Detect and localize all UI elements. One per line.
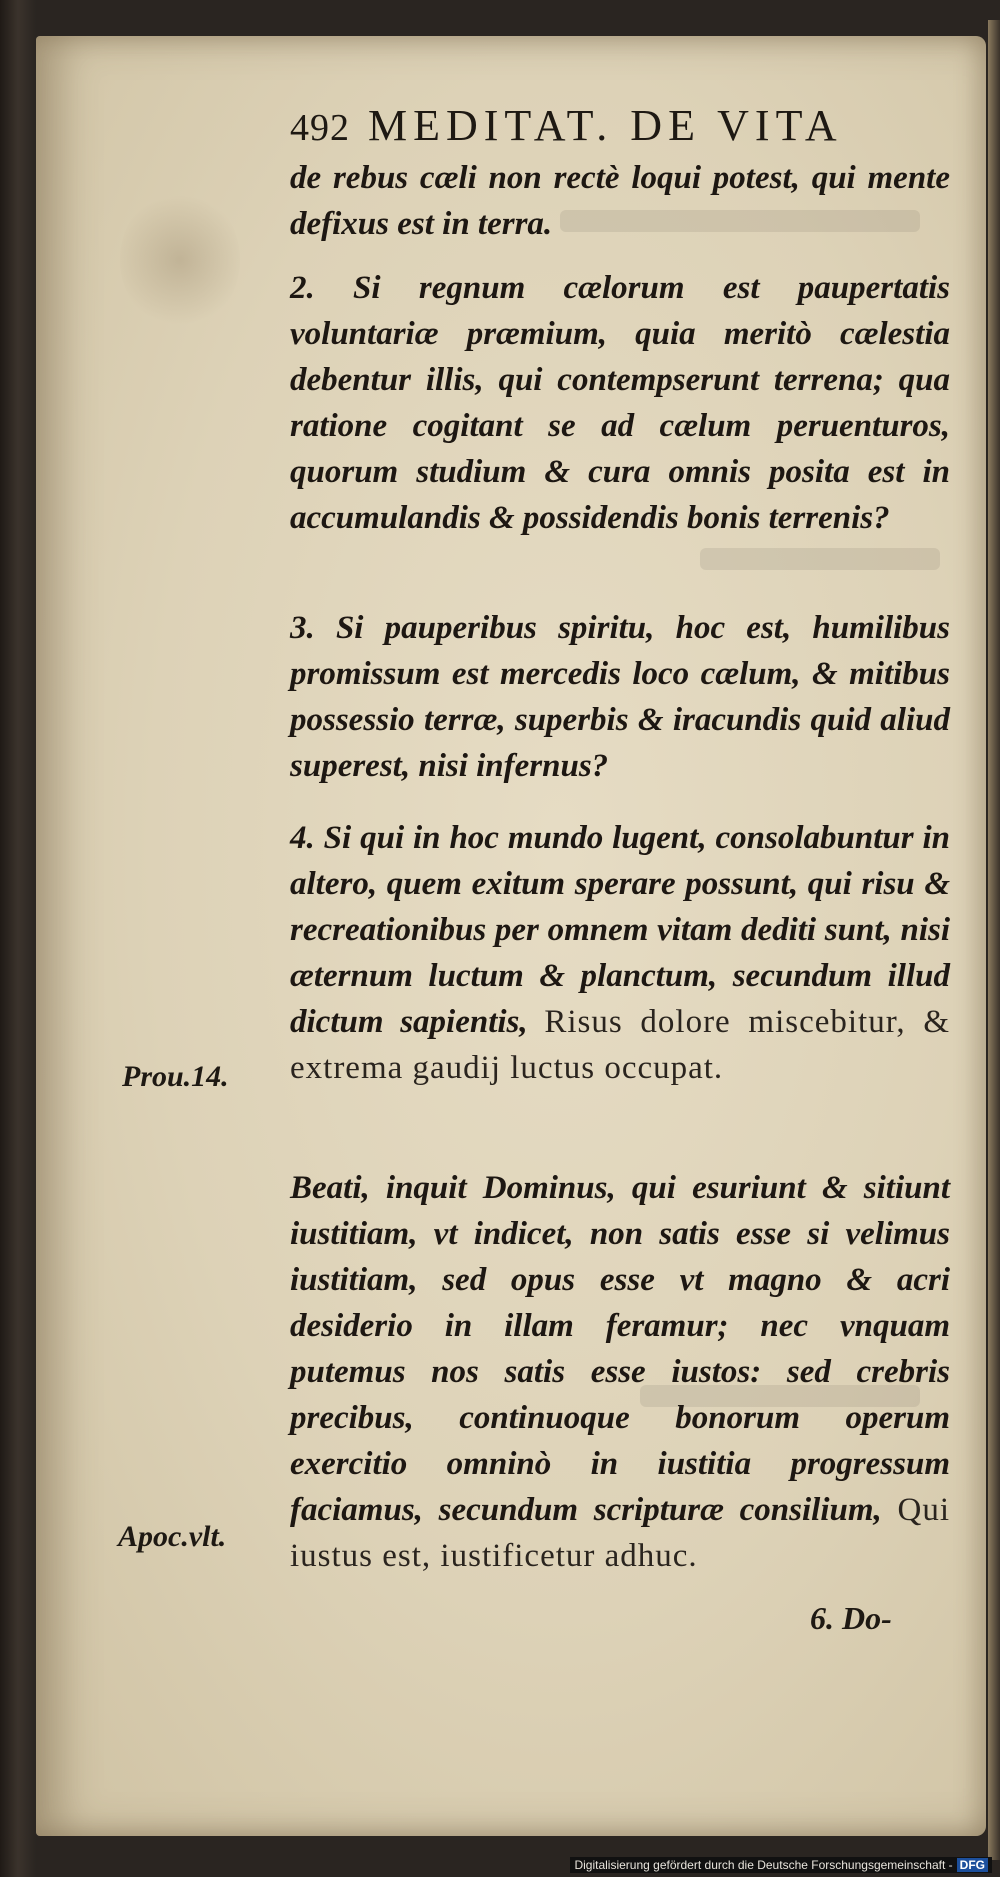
paragraph-3: 3. Si pauperibus spiritu, hoc est, humilibus promissum est mercedis loco cælum, & mitibus possessio terræ, superbis & iracundis quid aliud superest, nisi infernus? xyxy=(290,610,950,784)
paper-stain xyxy=(120,190,240,330)
margin-note-apoc: Apoc.vlt. xyxy=(118,1520,227,1553)
catchword: 6. Do- xyxy=(810,1600,892,1636)
running-title: MEDITAT. DE VITA xyxy=(368,101,843,150)
paragraph-5-italic: Beati, inquit Dominus, qui esuriunt & sitiunt iustitiam, vt indicet, non satis esse si velimus iustitiam, sed opus esse vt magno & acri desiderio in illam feramur; nec vnquam putemus nos satis esse iustos: sed crebris precibus, continuoque bonorum operum exercitio omninò in iustitia progressum faciamus, secundum scripturæ consilium, xyxy=(290,1170,950,1528)
digitization-credit xyxy=(570,1857,992,1873)
running-header xyxy=(290,100,930,151)
paragraph-5-quotation: Qui iustus est, iustificetur adhuc. xyxy=(290,1492,950,1574)
page-edge xyxy=(988,20,1000,1860)
page-number: 492 xyxy=(290,107,350,149)
paragraph-4 xyxy=(290,815,950,1091)
paragraph-5 xyxy=(290,1165,950,1579)
paragraph-4-italic: 4. Si qui in hoc mundo lugent, consolabuntur in altero, quem exitum sperare possunt, qui risu & recreationibus per omnem vitam dediti sunt, nisi æternum luctum & planctum, secundum illud dictum sapientis, xyxy=(290,820,950,1040)
intro-paragraph: de rebus cæli non rectè loqui potest, qui mente defixus est in terra. xyxy=(290,160,950,242)
credit-text: Digitalisierung gefördert durch die Deutsche Forschungsgemeinschaft - xyxy=(574,1858,953,1872)
paragraph-2: 2. Si regnum cælorum est paupertatis voluntariæ præmium, quia meritò cælestia debentur illis, qui contempserunt terrena; qua ratione cogitant se ad cælum peruenturos, quorum studium & cura omnis posita est in accumulandis & possidendis bonis terrenis? xyxy=(290,270,950,536)
dfg-logo: DFG xyxy=(957,1858,988,1872)
paragraph-4-quotation: Risus dolore miscebitur, & extrema gaudij luctus occupat. xyxy=(290,1004,950,1086)
margin-note-prov: Prou.14. xyxy=(122,1060,229,1093)
show-through-2 xyxy=(700,548,940,570)
